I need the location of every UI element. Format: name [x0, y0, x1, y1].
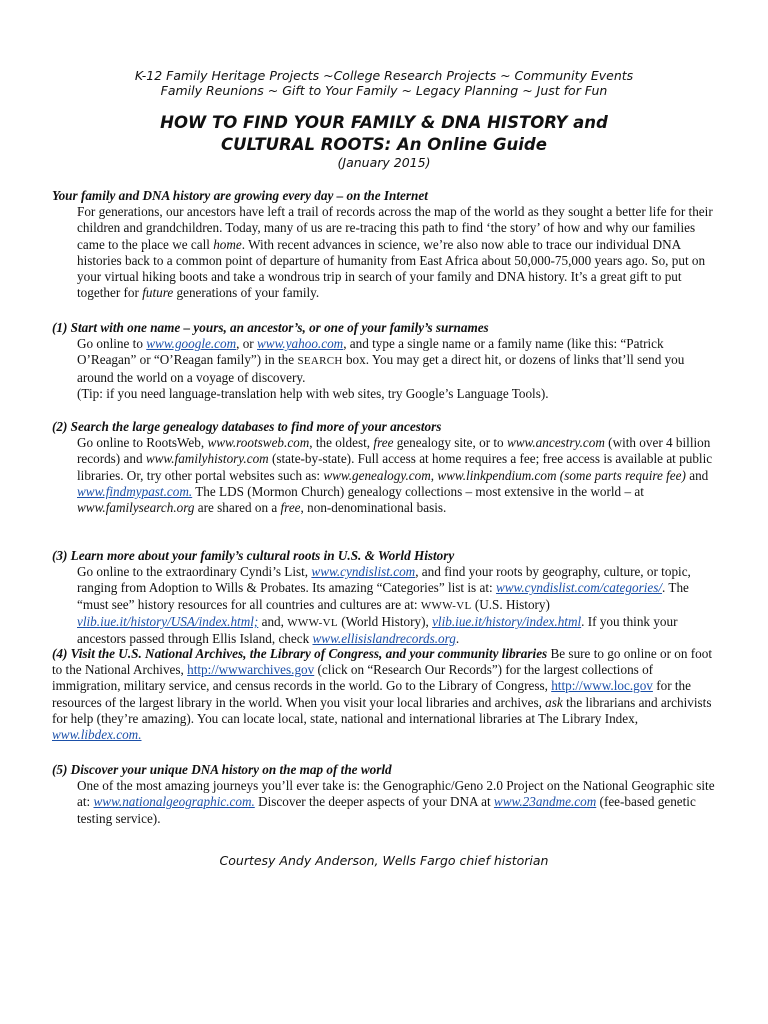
- intro-home: home: [213, 236, 242, 252]
- step-3-text: Go online to the extraordinary Cyndi’s List,: [77, 564, 312, 580]
- step-4-heading: (4) Visit the U.S. National Archives, the Library of Congress, and your community libraries: [52, 646, 548, 661]
- step-3-text: (World History),: [337, 613, 433, 629]
- intro-text-3: generations of your family.: [173, 285, 320, 301]
- title-line-2: CULTURAL ROOTS: An Online Guide: [221, 135, 547, 154]
- loc-link[interactable]: http://www.loc.gov: [551, 678, 653, 694]
- credit-line: Courtesy Andy Anderson, Wells Fargo chief historian: [219, 853, 549, 868]
- step-3-text: .: [455, 631, 460, 647]
- step-2-text: (with over 4 billion records) and: [77, 435, 711, 467]
- intro-heading: Your family and DNA history are growing every day – on the Internet: [52, 188, 428, 203]
- tagline-line-2: Family Reunions ~ Gift to Your Family ~ Legacy Planning ~ Just for Fun: [160, 83, 608, 98]
- step-2-text: , non-denominational basis.: [300, 500, 447, 516]
- genealogy-site: www.genealogy.com: [323, 467, 431, 483]
- archives-link[interactable]: http://wwwarchives.gov: [187, 662, 315, 678]
- step-2-text: are shared on a: [194, 500, 281, 516]
- step-2-text: , the oldest,: [309, 435, 374, 451]
- step-3-heading: (3) Learn more about your family’s cultural roots in U.S. & World History: [52, 548, 455, 563]
- familyhistory-site: www.familyhistory.com: [145, 451, 269, 467]
- step-5-heading: (5) Discover your unique DNA history on the map of the world: [52, 762, 392, 777]
- search-word: SEARCH: [297, 355, 343, 368]
- step-3-text: , and find your roots by geography, culture, or topic, ranging from Adoption to Wills & Probates. Its amazing “Categories” list is at:: [77, 564, 691, 596]
- step-2-text: Go online to RootsWeb,: [77, 435, 208, 451]
- step-2-section: [52, 419, 720, 516]
- step-2-text: ,: [430, 467, 438, 483]
- intro-section: [52, 188, 720, 301]
- linkpendium-site: www.linkpendium.com (some parts require fee): [437, 467, 686, 483]
- step-1-tip: (Tip: if you need language-translation help with web sites, try Google’s Language Tools).: [77, 385, 549, 401]
- step-2-text: genealogy site, or to: [393, 435, 507, 451]
- step-1-text: , and type a single name or a family name (like this: “Patrick O’Reagan” or “O’Reagan family”) in the: [77, 336, 664, 368]
- libdex-link[interactable]: www.libdex.com.: [52, 727, 142, 743]
- step-4-section: [52, 646, 720, 743]
- vlib-world-link[interactable]: vlib.iue.it/history/index.html: [432, 613, 582, 629]
- intro-body: [52, 204, 720, 301]
- step-2-body: [52, 435, 720, 516]
- step-3-text: . If you think your ancestors passed through Ellis Island, check: [77, 613, 678, 647]
- step-2-text: The LDS (Mormon Church) genealogy collections – most extensive in the world – at: [192, 483, 644, 499]
- ancestry-site: www.ancestry.com: [506, 435, 605, 451]
- free-word: free: [373, 435, 394, 451]
- step-4-text: Be sure to go online or on foot to the National Archives,: [52, 646, 713, 678]
- step-1-text: , or: [236, 336, 257, 352]
- natgeo-link[interactable]: www.nationalgeographic.com.: [93, 794, 255, 810]
- vlib-usa-link[interactable]: vlib.iue.it/history/USA/index.html;: [77, 613, 259, 629]
- step-1-body: [52, 336, 720, 402]
- intro-future: future: [142, 285, 174, 301]
- step-4-text: for the resources of the largest library in the world. When you visit your local libraries and archives,: [52, 678, 691, 710]
- findmypast-link[interactable]: www.findmypast.com.: [77, 483, 193, 499]
- step-4-paragraph: [52, 646, 720, 743]
- step-5-text: Discover the deeper aspects of your DNA at: [254, 794, 494, 810]
- cyndislist-categories-link[interactable]: www.cyndislist.com/categories/: [495, 580, 663, 596]
- google-link[interactable]: www.google.com: [146, 336, 237, 352]
- step-3-body: [52, 564, 720, 647]
- step-4-text: the librarians and archivists for help (they’re amazing). You can locate local, state, national and international libraries at The Library Index,: [52, 694, 712, 726]
- cyndislist-link[interactable]: www.cyndislist.com: [311, 564, 416, 580]
- yahoo-link[interactable]: www.yahoo.com: [257, 336, 344, 352]
- step-2-text: and: [685, 467, 709, 483]
- step-1-text: Go online to: [77, 336, 147, 352]
- step-5-body: [52, 778, 720, 827]
- publication-date: (January 2015): [337, 155, 431, 170]
- step-2-heading: (2) Search the large genealogy databases to find more of your ancestors: [52, 419, 442, 434]
- step-5-text: (fee-based genetic testing service).: [77, 794, 696, 826]
- step-5-section: [52, 762, 720, 827]
- step-4-text: (click on “Research Our Records”) for the largest collections of immigration, military service, and census records in the world. Go to the Library of Congress,: [52, 662, 654, 694]
- familysearch-site: www.familysearch.org: [77, 500, 195, 516]
- step-3-text: . The “must see” history resources for all countries and cultures are at:: [77, 580, 689, 612]
- step-5-text: One of the most amazing journeys you’ll ever take is: the Genographic/Geno 2.0 Project on the National Geographic site at:: [77, 778, 715, 810]
- title-line-1: HOW TO FIND YOUR FAMILY & DNA HISTORY and: [160, 113, 608, 132]
- step-1-section: [52, 320, 720, 402]
- step-3-text: and,: [258, 613, 288, 629]
- 23andme-link[interactable]: www.23andme.com: [493, 794, 597, 810]
- step-1-heading: (1) Start with one name – yours, an ancestor’s, or one of your family’s surnames: [52, 320, 489, 335]
- wwwvl-word: WWW-VL: [287, 616, 338, 629]
- step-2-text: (state-by-state). Full access at home requires a fee; free access is available at public libraries. Or, try other portal websites such as:: [77, 451, 713, 483]
- ask-word: ask: [545, 694, 563, 710]
- free-word: free: [280, 500, 301, 516]
- step-3-text: (U.S. History): [471, 596, 550, 612]
- intro-text-1: For generations, our ancestors have left a trail of records across the map of the world as they sought a better life for their children and grandchildren. Today, many of us are re-tracing this path to find ‘the story’ of how and why our families came to the place we call: [77, 204, 713, 252]
- step-1-text: box. You may get a direct hit, or dozens of links that’ll send you around the world on a voyage of discovery.: [77, 352, 685, 385]
- step-3-section: [52, 548, 720, 647]
- ellisisland-link[interactable]: www.ellisislandrecords.org: [312, 631, 456, 647]
- tagline-line-1: K-12 Family Heritage Projects ~College Research Projects ~ Community Events: [134, 68, 634, 83]
- rootsweb-site: www.rootsweb.com: [207, 435, 310, 451]
- intro-text-2: . With recent advances in science, we’re also now able to trace our individual DNA histories back to a common point of departure of humanity from East Africa about 50,000-75,000 years ago. So, put on your virtual hiking boots and take a wondrous trip in search of your family and DNA history. It’s a great gift to put together for: [77, 236, 706, 301]
- wwwvl-word: WWW-VL: [420, 599, 472, 612]
